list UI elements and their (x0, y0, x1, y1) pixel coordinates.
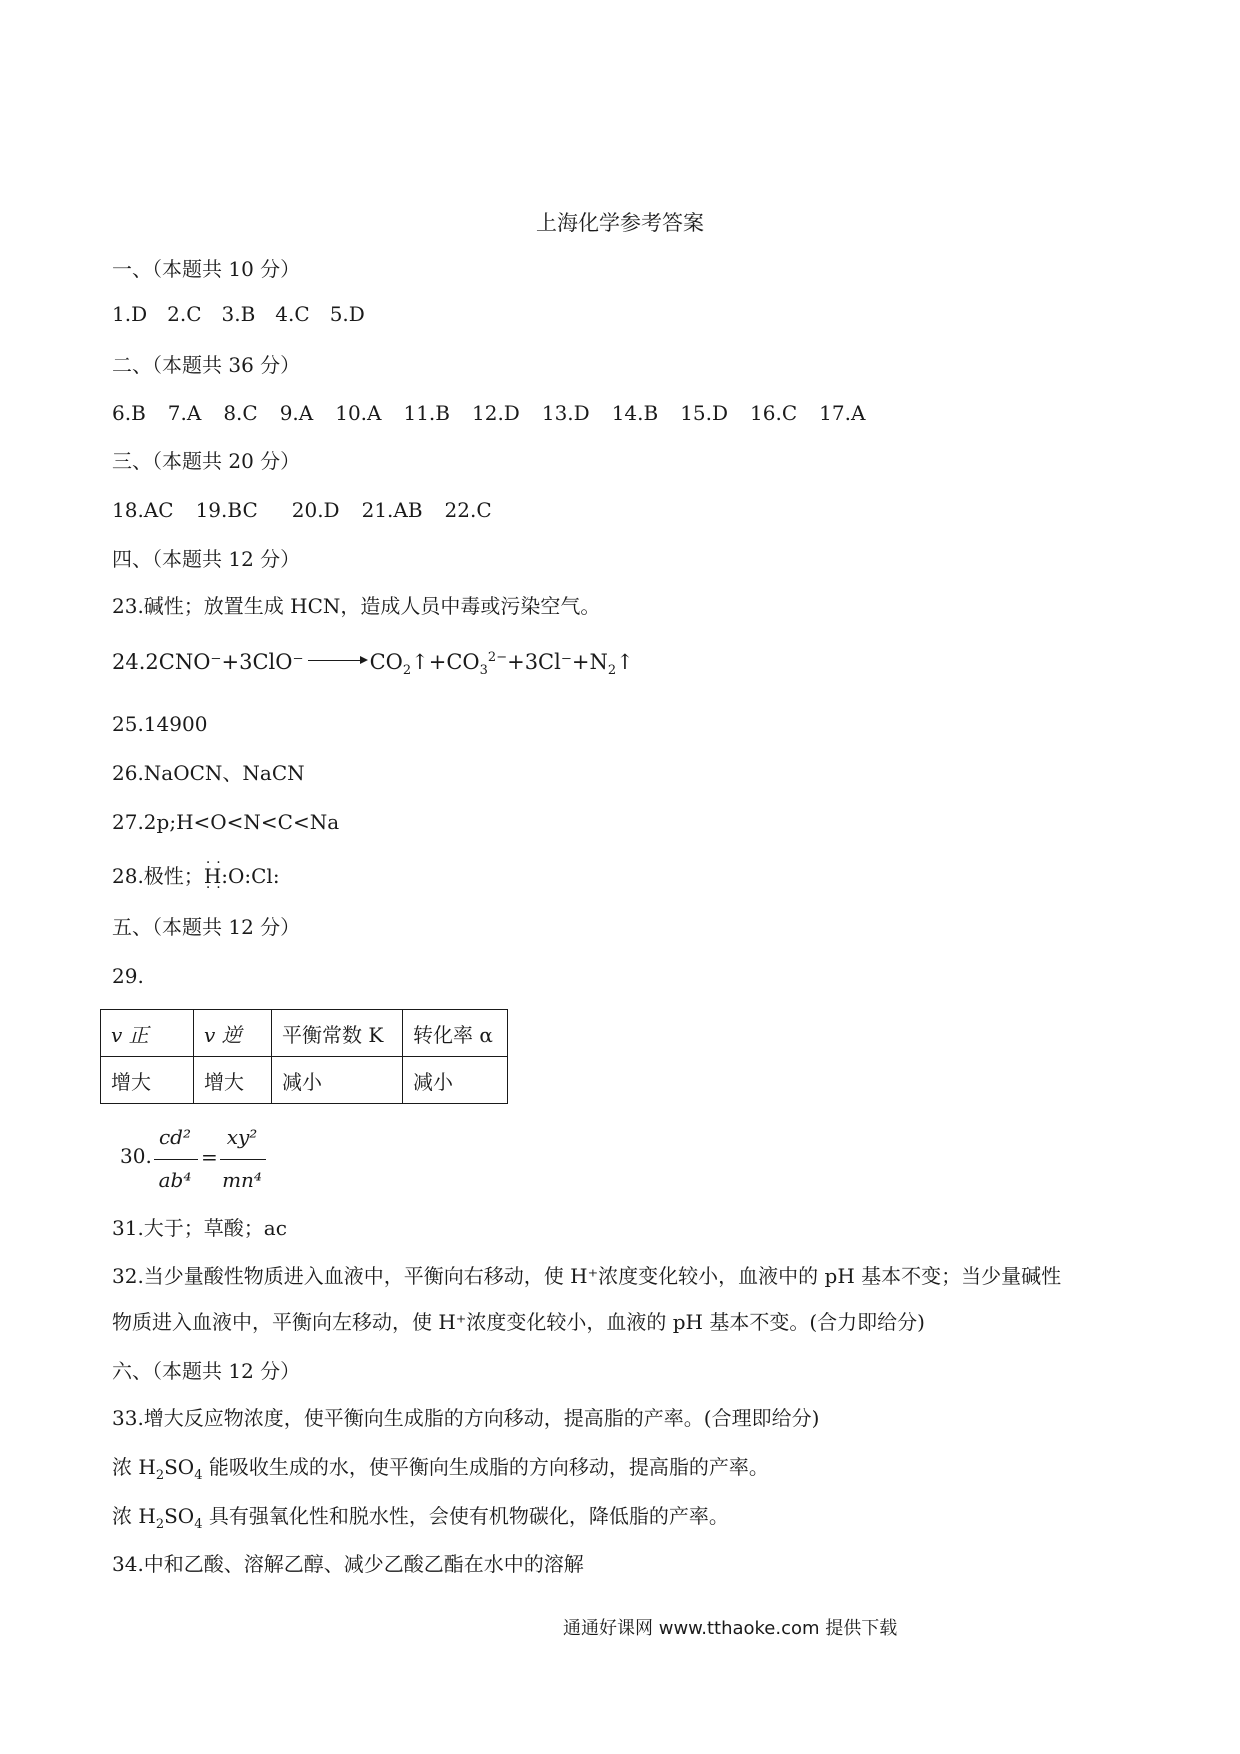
section-1-answers (112, 300, 385, 328)
answer-29-table (100, 1009, 508, 1104)
table-cell: 增大 (194, 1057, 272, 1104)
answer-33-b (112, 1453, 769, 1481)
answer-28 (112, 862, 280, 890)
answer: 20.D (291, 498, 340, 522)
answer-32-line-2: 物质进入血液中，平衡向左移动，使 H⁺浓度变化较小，血液的 pH 基本不变。(合力即给分) (112, 1310, 925, 1334)
answer: 16.C (750, 401, 798, 425)
section-5-heading: 五、（本题共 12 分） (112, 915, 301, 939)
answer: 5.D (329, 302, 365, 326)
answer: 9.A (279, 401, 314, 425)
equals-sign: = (201, 1145, 218, 1169)
electron-dot-formula: ·· H:O:Cl: ·· (204, 862, 280, 890)
text: 浓 H (112, 1504, 156, 1528)
question-number: 30. (120, 1144, 152, 1168)
answer-29-label: 29. (112, 964, 144, 988)
gas-arrow: ↑ (411, 650, 429, 674)
fraction-numerator: xy² (226, 1125, 258, 1149)
table-cell: 增大 (101, 1057, 194, 1104)
subscript: 2 (402, 663, 412, 679)
table-header-row (101, 1010, 508, 1057)
answer: 21.AB (361, 498, 423, 522)
answer-24-equation (112, 648, 634, 679)
answer: 11.B (403, 401, 450, 425)
subscript: 2 (155, 1517, 165, 1532)
text: 具有强氧化性和脱水性，会使有机物碳化，降低脂的产率。 (202, 1504, 729, 1528)
table-cell: 减小 (403, 1057, 508, 1104)
answer: 12.D (472, 401, 520, 425)
text: SO (164, 1455, 195, 1479)
table-header: v 正 (101, 1010, 194, 1057)
section-3-heading: 三、（本题共 20 分） (112, 449, 301, 473)
section-6-heading: 六、（本题共 12 分） (112, 1359, 301, 1383)
answer: 22.C (444, 498, 492, 522)
table-header: 转化率 α (403, 1010, 508, 1057)
equation-reactants: 2CNO⁻+3ClO⁻ (145, 650, 304, 674)
answer: 15.D (680, 401, 729, 425)
answer: 13.D (541, 401, 590, 425)
answer: 3.B (221, 302, 256, 326)
footer-credit: 通通好课网 www.tthaoke.com 提供下载 (563, 1618, 898, 1639)
table-header: 平衡常数 K (272, 1010, 403, 1057)
text: SO (164, 1504, 195, 1528)
answer: 1.D (112, 302, 148, 326)
answer: 17.A (819, 401, 866, 425)
answer: 2.C (167, 302, 202, 326)
answer: 7.A (167, 401, 202, 425)
gas-arrow: ↑ (616, 650, 634, 674)
fraction-numerator: cd² (158, 1125, 192, 1149)
answer-27: 27.2p;H<O<N<C<Na (112, 810, 340, 834)
answer-34: 34.中和乙酸、溶解乙醇、减少乙酸乙酯在水中的溶解 (112, 1552, 584, 1576)
table-cell: 减小 (272, 1057, 403, 1104)
subscript: 4 (194, 1468, 203, 1483)
product-co3: +CO (428, 650, 480, 674)
subscript: 3 (479, 663, 488, 679)
answer-28-text: 28.极性； (112, 864, 204, 888)
product-rest: +3Cl⁻+N (507, 650, 608, 674)
superscript: 2− (487, 650, 508, 665)
section-1-heading: 一、（本题共 10 分） (112, 257, 301, 281)
section-4-heading: 四、（本题共 12 分） (112, 547, 301, 571)
subscript: 2 (607, 663, 617, 679)
answer: 6.B (112, 401, 146, 425)
fraction-bar (154, 1159, 198, 1160)
answer-33-c (112, 1502, 729, 1530)
answer-33: 33.增大反应物浓度，使平衡向生成脂的方向移动，提高脂的产率。(合理即给分) (112, 1406, 820, 1430)
answer: 19.BC (195, 498, 258, 522)
answer-23: 23.碱性；放置生成 HCN，造成人员中毒或污染空气。 (112, 594, 601, 618)
product-co2: CO (369, 650, 403, 674)
subscript: 2 (155, 1468, 165, 1483)
answer-25: 25.14900 (112, 712, 208, 736)
table-header: v 逆 (194, 1010, 272, 1057)
answer: 14.B (611, 401, 659, 425)
section-2-heading: 二、（本题共 36 分） (112, 353, 301, 377)
section-2-answers (112, 399, 887, 427)
section-3-answers (112, 496, 514, 524)
answer: 18.AC (112, 498, 174, 522)
text: 浓 H (112, 1455, 156, 1479)
text: 能吸收生成的水，使平衡向生成脂的方向移动，提高脂的产率。 (202, 1455, 769, 1479)
fraction-denominator: mn⁴ (222, 1168, 262, 1192)
reaction-arrow (308, 660, 366, 661)
answer-32-line-1: 32.当少量酸性物质进入血液中，平衡向右移动，使 H⁺浓度变化较小，血液中的 pH 基本不变；当少量碱性 (112, 1264, 1062, 1288)
answer: 4.C (275, 302, 310, 326)
answer-31: 31.大于；草酸；ac (112, 1216, 287, 1240)
answer-26: 26.NaOCN、NaCN (112, 761, 305, 785)
fraction-denominator: ab⁴ (158, 1168, 192, 1192)
page-title: 上海化学参考答案 (536, 211, 704, 235)
fraction-bar (220, 1159, 266, 1160)
question-number: 24. (112, 650, 146, 674)
answer: 10.A (335, 401, 382, 425)
subscript: 4 (194, 1517, 203, 1532)
answer: 8.C (223, 401, 258, 425)
table-row (101, 1057, 508, 1104)
